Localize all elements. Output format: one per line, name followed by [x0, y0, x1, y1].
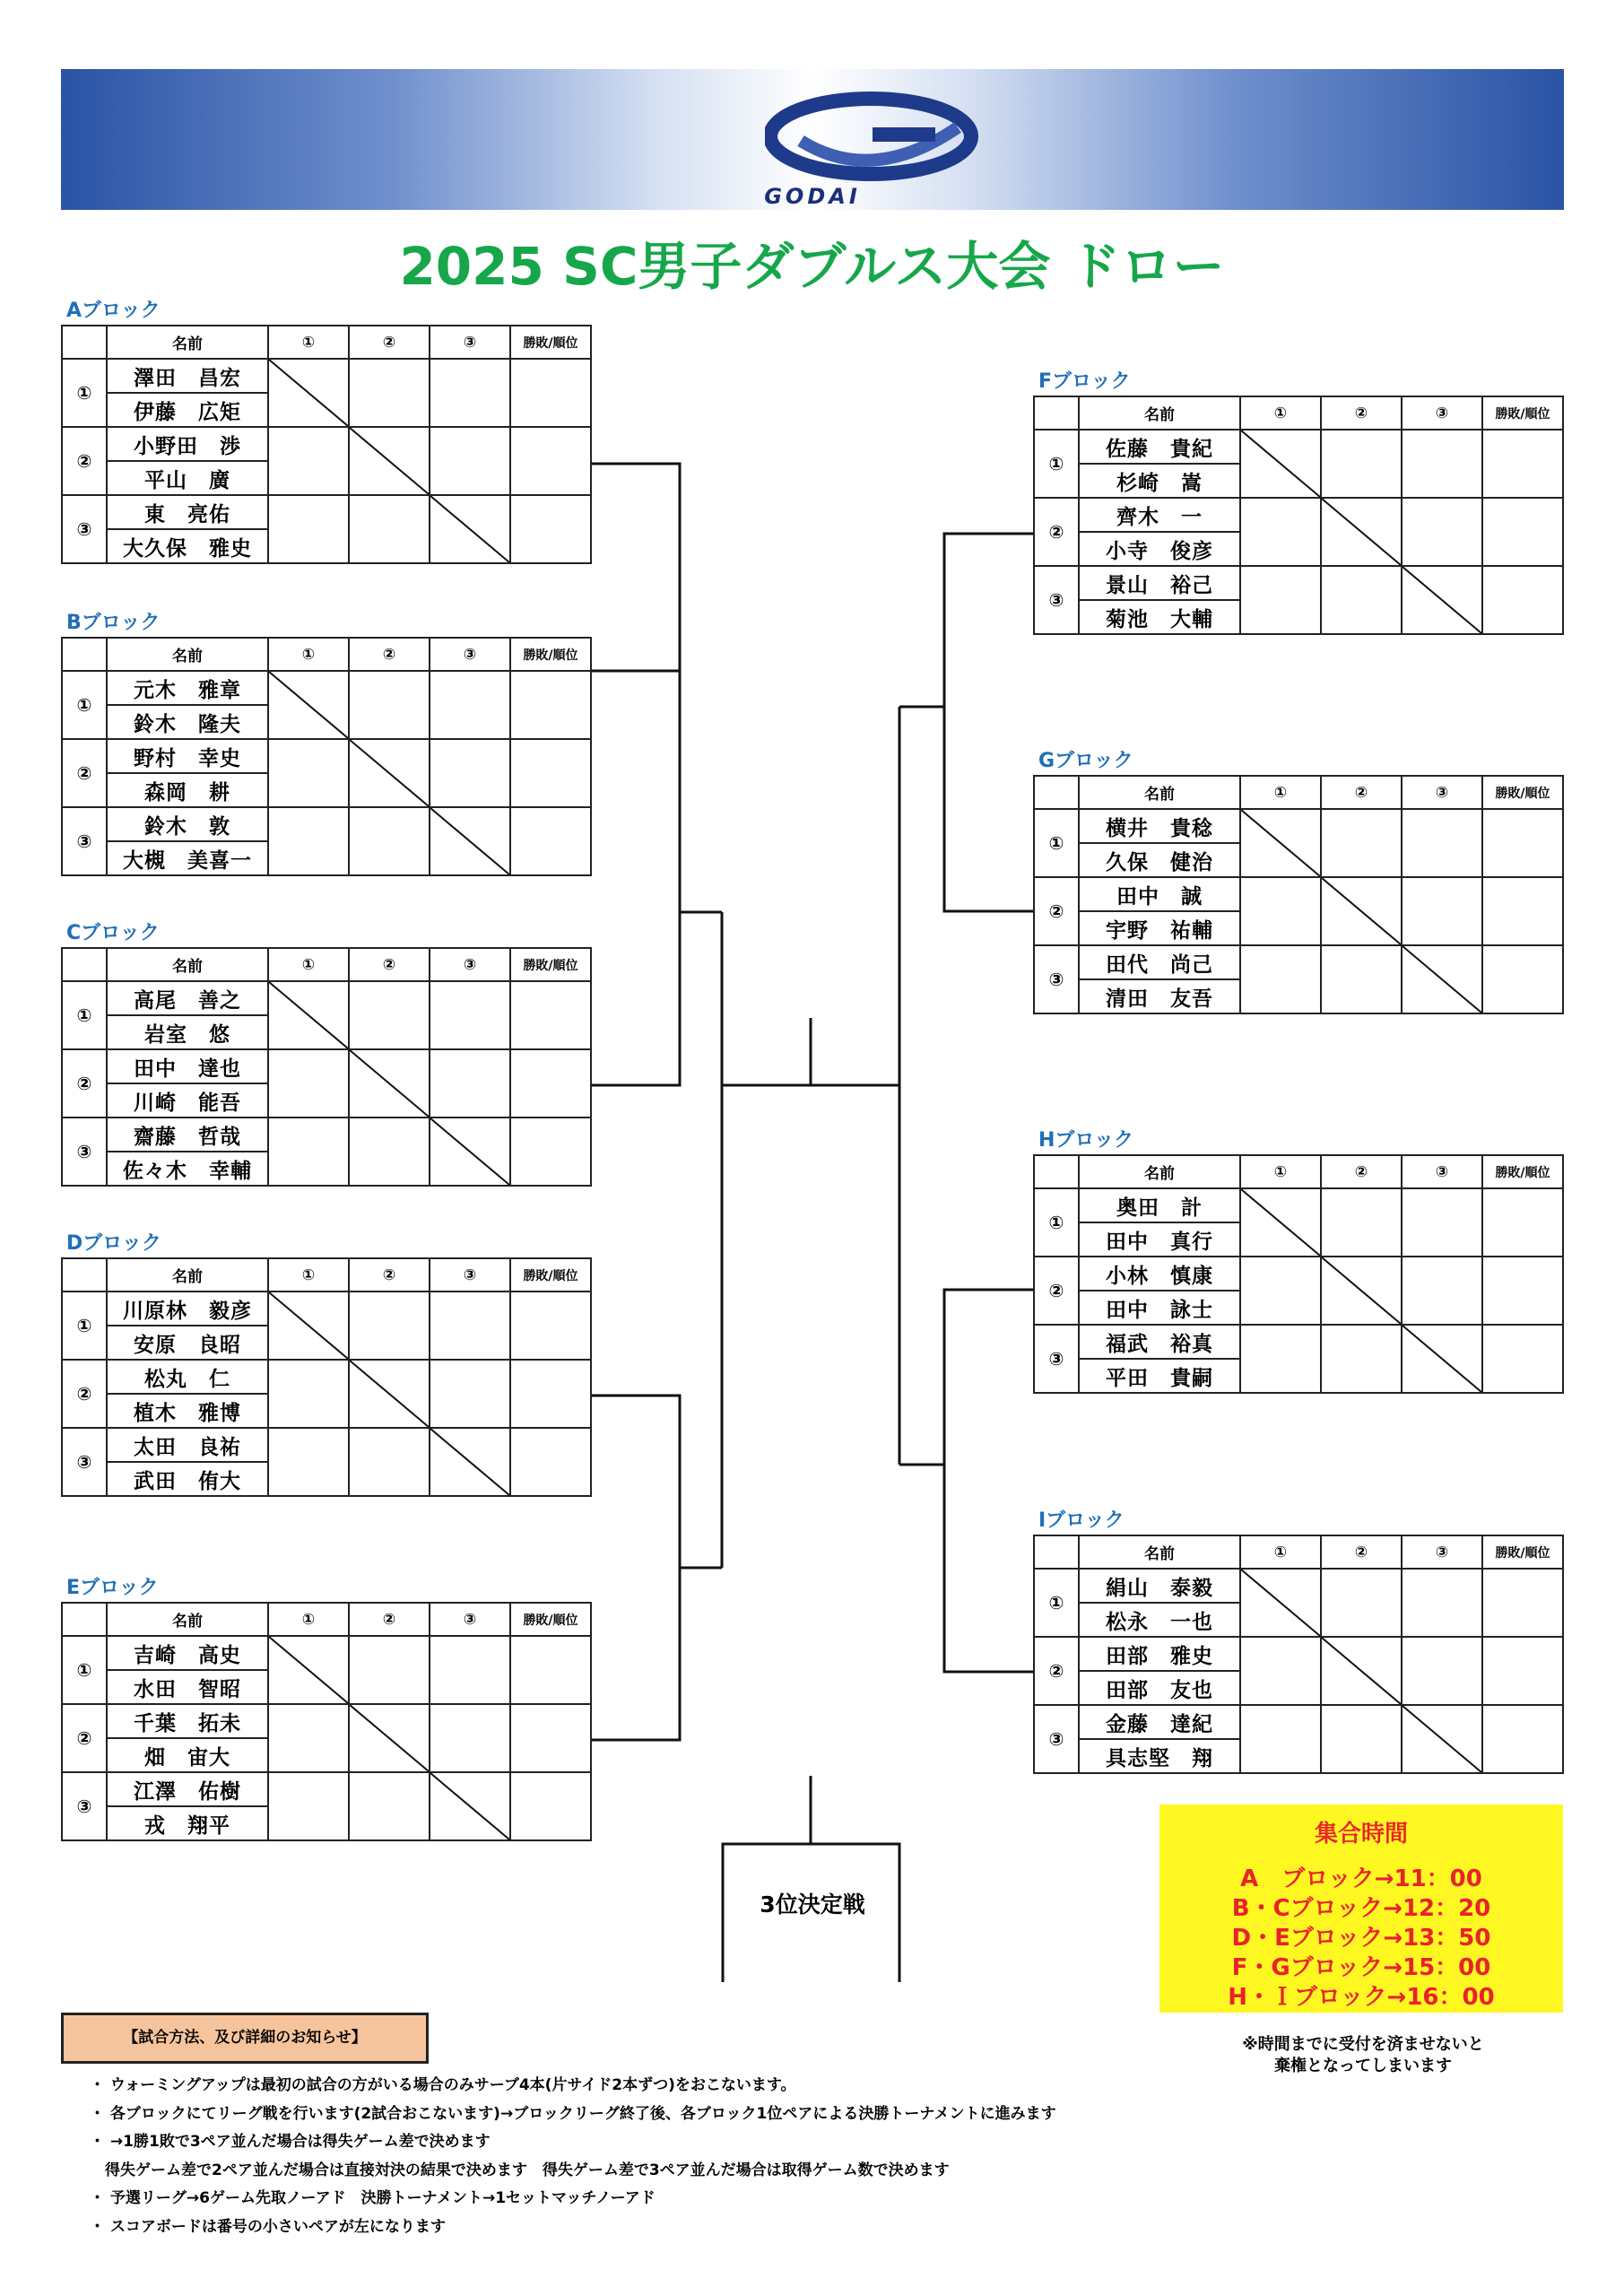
- result-cell: [1482, 566, 1563, 634]
- score-cell: [430, 1360, 510, 1428]
- result-cell: [510, 1772, 591, 1840]
- header-c3: ③: [430, 948, 510, 981]
- block-b: [61, 612, 592, 876]
- header-blank: [1034, 396, 1079, 430]
- pair-number: ③: [1034, 945, 1079, 1013]
- header-result: 勝敗/順位: [1482, 1535, 1563, 1569]
- header-c1: ①: [268, 1603, 349, 1636]
- diagonal-cell: [430, 1428, 510, 1496]
- result-cell: [510, 427, 591, 495]
- league-table: [1033, 396, 1564, 635]
- pair-number: ①: [62, 671, 107, 739]
- player-name: 佐々木 幸輔: [107, 1152, 268, 1186]
- player-name: 景山 裕己: [1079, 566, 1240, 600]
- page-title: 2025 SC男子ダブルス大会 ドロー: [399, 236, 1225, 297]
- player-name: 久保 健治: [1079, 843, 1240, 877]
- diagonal-cell: [1240, 809, 1321, 877]
- bracket-line-h: [944, 1290, 1034, 1672]
- pair-number: ②: [62, 1704, 107, 1772]
- score-cell: [1240, 1705, 1321, 1773]
- header-c2: ②: [349, 948, 430, 981]
- header-blank: [62, 326, 107, 359]
- player-name: 田中 真行: [1079, 1222, 1240, 1257]
- player-name: 野村 幸史: [107, 739, 268, 773]
- meeting-times-box: [1159, 1805, 1563, 2013]
- info-item: ・ 各ブロックにてリーグ戦を行います(2試合おこないます)→ブロックリーグ終了後、各ブロック1位ペアによる決勝トーナメントに進みます: [90, 2104, 1056, 2123]
- player-name: 福武 裕真: [1079, 1325, 1240, 1359]
- block-e: [61, 1577, 592, 1841]
- pair-number: ①: [62, 981, 107, 1049]
- result-cell: [510, 1428, 591, 1496]
- pair-number: ②: [62, 1360, 107, 1428]
- score-cell: [268, 495, 349, 563]
- header-c2: ②: [349, 1603, 430, 1636]
- score-cell: [349, 671, 430, 739]
- score-cell: [349, 1292, 430, 1360]
- header-result: 勝敗/順位: [510, 1258, 591, 1292]
- player-name: 吉崎 高史: [107, 1636, 268, 1670]
- player-name: 武田 侑大: [107, 1462, 268, 1496]
- diagonal-cell: [1321, 1637, 1402, 1705]
- pair-number: ③: [62, 1118, 107, 1186]
- meeting-times-title: 集合時間: [1314, 1821, 1408, 1848]
- score-cell: [1240, 566, 1321, 634]
- player-name: 鈴木 隆夫: [107, 705, 268, 739]
- block-a: [61, 300, 592, 564]
- player-name: 大槻 美喜一: [107, 841, 268, 875]
- pair-number: ③: [1034, 1705, 1079, 1773]
- pair-number: ①: [62, 359, 107, 427]
- score-cell: [430, 359, 510, 427]
- player-name: 田部 雅史: [1079, 1637, 1240, 1671]
- result-cell: [510, 1118, 591, 1186]
- header-c2: ②: [1321, 1535, 1402, 1569]
- score-cell: [1402, 1637, 1482, 1705]
- player-name: 伊藤 広矩: [107, 393, 268, 427]
- pair-number: ②: [62, 427, 107, 495]
- player-name: 田代 尚己: [1079, 945, 1240, 979]
- score-cell: [430, 671, 510, 739]
- diagonal-cell: [268, 671, 349, 739]
- header-c3: ③: [430, 326, 510, 359]
- block-i: [1033, 1509, 1564, 1774]
- result-cell: [1482, 498, 1563, 566]
- score-cell: [268, 1772, 349, 1840]
- score-cell: [268, 1428, 349, 1496]
- result-cell: [510, 1360, 591, 1428]
- block-label: Aブロック: [66, 300, 161, 322]
- diagonal-cell: [430, 807, 510, 875]
- header-name: 名前: [107, 948, 268, 981]
- player-name: 小野田 渉: [107, 427, 268, 461]
- header-c3: ③: [1402, 1535, 1482, 1569]
- score-cell: [1240, 498, 1321, 566]
- pair-number: ②: [1034, 877, 1079, 945]
- diagonal-cell: [1402, 566, 1482, 634]
- header-name: 名前: [107, 1603, 268, 1636]
- pair-number: ③: [1034, 566, 1079, 634]
- score-cell: [1402, 809, 1482, 877]
- third-place-label: 3位決定戦: [760, 1892, 865, 1918]
- block-label: Hブロック: [1038, 1129, 1133, 1152]
- pair-number: ②: [62, 1049, 107, 1118]
- league-table: [1033, 1535, 1564, 1774]
- score-cell: [430, 1704, 510, 1772]
- player-name: 菊池 大輔: [1079, 600, 1240, 634]
- result-cell: [510, 1049, 591, 1118]
- block-label: Gブロック: [1038, 750, 1133, 772]
- player-name: 絹山 泰毅: [1079, 1569, 1240, 1603]
- header-c3: ③: [1402, 776, 1482, 809]
- result-cell: [510, 359, 591, 427]
- result-cell: [510, 495, 591, 563]
- header-name: 名前: [107, 638, 268, 671]
- header-blank: [1034, 1535, 1079, 1569]
- player-name: 畑 宙大: [107, 1738, 268, 1772]
- header-result: 勝敗/順位: [1482, 1155, 1563, 1188]
- header-result: 勝敗/順位: [1482, 776, 1563, 809]
- score-cell: [430, 1049, 510, 1118]
- player-name: 植木 雅博: [107, 1394, 268, 1428]
- player-name: 齊木 一: [1079, 498, 1240, 532]
- score-cell: [1321, 1705, 1402, 1773]
- score-cell: [349, 359, 430, 427]
- player-name: 具志堅 翔: [1079, 1739, 1240, 1773]
- player-name: 田中 達也: [107, 1049, 268, 1083]
- player-name: 杉崎 嵩: [1079, 464, 1240, 498]
- block-label: Iブロック: [1038, 1509, 1125, 1532]
- block-label: Bブロック: [66, 612, 161, 634]
- result-cell: [1482, 809, 1563, 877]
- meeting-time-line: H・Ｉブロック→16：00: [1228, 1984, 1495, 2011]
- header-blank: [62, 638, 107, 671]
- player-name: 田中 誠: [1079, 877, 1240, 911]
- league-table: [61, 325, 592, 564]
- diagonal-cell: [268, 1636, 349, 1704]
- result-cell: [510, 1292, 591, 1360]
- score-cell: [1402, 498, 1482, 566]
- result-cell: [510, 1636, 591, 1704]
- header-result: 勝敗/順位: [1482, 396, 1563, 430]
- diagonal-cell: [349, 1049, 430, 1118]
- player-name: 田中 詠士: [1079, 1291, 1240, 1325]
- league-table: [61, 947, 592, 1187]
- league-table: [61, 637, 592, 876]
- pair-number: ③: [62, 807, 107, 875]
- player-name: 高尾 善之: [107, 981, 268, 1015]
- pair-number: ③: [62, 495, 107, 563]
- player-name: 元木 雅章: [107, 671, 268, 705]
- score-cell: [349, 1772, 430, 1840]
- block-label: Dブロック: [66, 1232, 161, 1255]
- header-c3: ③: [1402, 1155, 1482, 1188]
- diagonal-cell: [1240, 1569, 1321, 1637]
- score-cell: [1321, 566, 1402, 634]
- player-name: 江澤 佑樹: [107, 1772, 268, 1806]
- header-c3: ③: [430, 1258, 510, 1292]
- diagonal-cell: [349, 739, 430, 807]
- score-cell: [1402, 1257, 1482, 1325]
- player-name: 佐藤 貴紀: [1079, 430, 1240, 464]
- score-cell: [1321, 809, 1402, 877]
- score-cell: [1321, 1188, 1402, 1257]
- score-cell: [268, 1049, 349, 1118]
- diagonal-cell: [349, 427, 430, 495]
- score-cell: [1240, 1637, 1321, 1705]
- player-name: 戎 翔平: [107, 1806, 268, 1840]
- block-label: Fブロック: [1038, 370, 1131, 393]
- player-name: 川原林 毅彦: [107, 1292, 268, 1326]
- player-name: 太田 良祐: [107, 1428, 268, 1462]
- score-cell: [349, 807, 430, 875]
- diagonal-cell: [1321, 1257, 1402, 1325]
- score-cell: [349, 1118, 430, 1186]
- header-c3: ③: [430, 638, 510, 671]
- header-c2: ②: [1321, 396, 1402, 430]
- bracket-line-d: [592, 1396, 680, 1740]
- header-c1: ①: [268, 326, 349, 359]
- bracket-line-f: [944, 534, 1034, 911]
- block-d: [61, 1232, 592, 1497]
- diagonal-cell: [1240, 430, 1321, 498]
- score-cell: [1240, 945, 1321, 1013]
- pair-number: ①: [62, 1636, 107, 1704]
- block-g: [1033, 750, 1564, 1014]
- result-cell: [1482, 1188, 1563, 1257]
- pair-number: ②: [1034, 1637, 1079, 1705]
- diagonal-cell: [1321, 498, 1402, 566]
- block-label: Eブロック: [66, 1577, 159, 1599]
- score-cell: [268, 1118, 349, 1186]
- bracket-line-a: [592, 464, 680, 912]
- header-c2: ②: [349, 326, 430, 359]
- score-cell: [430, 1636, 510, 1704]
- result-cell: [1482, 430, 1563, 498]
- player-name: 金藤 達紀: [1079, 1705, 1240, 1739]
- meeting-time-line: D・Eブロック→13：50: [1231, 1925, 1491, 1952]
- info-item: ・ ウォーミングアップは最初の試合の方がいる場合のみサーブ4本(片サイド2本ずつ)をおこないます。: [90, 2076, 796, 2094]
- diagonal-cell: [430, 1118, 510, 1186]
- score-cell: [268, 807, 349, 875]
- diagonal-cell: [268, 1292, 349, 1360]
- league-table: [1033, 1154, 1564, 1394]
- result-cell: [510, 981, 591, 1049]
- score-cell: [349, 1636, 430, 1704]
- diagonal-cell: [349, 1360, 430, 1428]
- score-cell: [1321, 1569, 1402, 1637]
- info-item: ・ スコアボードは番号の小さいペアが左になります: [90, 2217, 446, 2236]
- diagonal-cell: [1240, 1188, 1321, 1257]
- result-cell: [1482, 877, 1563, 945]
- header-blank: [62, 1258, 107, 1292]
- player-name: 平田 貴嗣: [1079, 1359, 1240, 1393]
- pair-number: ①: [1034, 430, 1079, 498]
- diagonal-cell: [1402, 945, 1482, 1013]
- header-c2: ②: [1321, 1155, 1402, 1188]
- player-name: 森岡 耕: [107, 773, 268, 807]
- header-result: 勝敗/順位: [510, 1603, 591, 1636]
- pair-number: ③: [62, 1428, 107, 1496]
- result-cell: [510, 807, 591, 875]
- meeting-time-line: B・Cブロック→12：20: [1231, 1895, 1491, 1922]
- result-cell: [1482, 1637, 1563, 1705]
- league-table: [1033, 775, 1564, 1014]
- player-name: 大久保 雅史: [107, 529, 268, 563]
- pair-number: ②: [1034, 498, 1079, 566]
- score-cell: [1240, 1257, 1321, 1325]
- meeting-time-line: F・Gブロック→15：00: [1231, 1954, 1491, 1981]
- pair-number: ①: [62, 1292, 107, 1360]
- notice-line: ※時間までに受付を済ませないと: [1242, 2035, 1484, 2054]
- header-c1: ①: [1240, 396, 1321, 430]
- player-name: 小林 慎康: [1079, 1257, 1240, 1291]
- result-cell: [1482, 1257, 1563, 1325]
- header-c1: ①: [1240, 1535, 1321, 1569]
- result-cell: [510, 671, 591, 739]
- diagonal-cell: [1321, 877, 1402, 945]
- pair-number: ②: [1034, 1257, 1079, 1325]
- header-c1: ①: [268, 948, 349, 981]
- player-name: 田部 友也: [1079, 1671, 1240, 1705]
- logo-text: GODAI: [764, 184, 861, 209]
- player-name: 鈴木 敦: [107, 807, 268, 841]
- header-c3: ③: [1402, 396, 1482, 430]
- player-name: 安原 良昭: [107, 1326, 268, 1360]
- score-cell: [349, 495, 430, 563]
- header-c1: ①: [268, 1258, 349, 1292]
- meeting-time-line: A ブロック→11：00: [1240, 1866, 1482, 1892]
- block-label: Cブロック: [66, 922, 160, 944]
- header-result: 勝敗/順位: [510, 638, 591, 671]
- header-c2: ②: [1321, 776, 1402, 809]
- diagonal-cell: [268, 359, 349, 427]
- diagonal-cell: [1402, 1705, 1482, 1773]
- league-table: [61, 1257, 592, 1497]
- header-c1: ①: [1240, 776, 1321, 809]
- header-blank: [1034, 1155, 1079, 1188]
- player-name: 清田 友吾: [1079, 979, 1240, 1013]
- result-cell: [1482, 945, 1563, 1013]
- diagonal-cell: [268, 981, 349, 1049]
- score-cell: [1240, 1325, 1321, 1393]
- player-name: 松丸 仁: [107, 1360, 268, 1394]
- result-cell: [510, 1704, 591, 1772]
- score-cell: [430, 1292, 510, 1360]
- player-name: 横井 貴稔: [1079, 809, 1240, 843]
- info-item: 得失ゲーム差で2ペア並んだ場合は直接対決の結果で決めます 得失ゲーム差で3ペア並んだ場合は取得ゲーム数で決めます: [90, 2161, 950, 2179]
- late-notice: [1139, 2034, 1587, 2077]
- header-blank: [1034, 776, 1079, 809]
- player-name: 澤田 昌宏: [107, 359, 268, 393]
- player-name: 千葉 拓未: [107, 1704, 268, 1738]
- score-cell: [430, 739, 510, 807]
- player-name: 松永 一也: [1079, 1603, 1240, 1637]
- league-table: [61, 1602, 592, 1841]
- player-name: 奥田 計: [1079, 1188, 1240, 1222]
- score-cell: [1321, 430, 1402, 498]
- score-cell: [268, 739, 349, 807]
- bracket-line-c: [592, 912, 680, 1085]
- player-name: 東 亮佑: [107, 495, 268, 529]
- player-name: 平山 廣: [107, 461, 268, 495]
- pair-number: ②: [62, 739, 107, 807]
- header-c3: ③: [430, 1603, 510, 1636]
- score-cell: [268, 1360, 349, 1428]
- result-cell: [1482, 1705, 1563, 1773]
- header-c1: ①: [1240, 1155, 1321, 1188]
- score-cell: [349, 1428, 430, 1496]
- player-name: 水田 智昭: [107, 1670, 268, 1704]
- score-cell: [1321, 945, 1402, 1013]
- pair-number: ③: [62, 1772, 107, 1840]
- diagonal-cell: [349, 1704, 430, 1772]
- result-cell: [1482, 1569, 1563, 1637]
- header-c2: ②: [349, 1258, 430, 1292]
- info-list: [90, 2072, 1435, 2241]
- player-name: 齋藤 哲哉: [107, 1118, 268, 1152]
- pair-number: ①: [1034, 1188, 1079, 1257]
- result-cell: [1482, 1325, 1563, 1393]
- score-cell: [268, 1704, 349, 1772]
- header-name: 名前: [1079, 1155, 1240, 1188]
- block-f: [1033, 370, 1564, 635]
- header-name: 名前: [107, 326, 268, 359]
- player-name: 小寺 俊彦: [1079, 532, 1240, 566]
- info-item: ・ →1勝1敗で3ペア並んだ場合は得失ゲーム差で決めます: [90, 2133, 491, 2151]
- player-name: 岩室 悠: [107, 1015, 268, 1049]
- header-c2: ②: [349, 638, 430, 671]
- notice-line: 棄権となってしまいます: [1274, 2057, 1452, 2075]
- score-cell: [1240, 877, 1321, 945]
- score-cell: [1402, 1188, 1482, 1257]
- result-cell: [510, 739, 591, 807]
- header-name: 名前: [1079, 776, 1240, 809]
- header-name: 名前: [1079, 1535, 1240, 1569]
- score-cell: [1321, 1325, 1402, 1393]
- score-cell: [430, 427, 510, 495]
- header-blank: [62, 948, 107, 981]
- block-c: [61, 922, 592, 1187]
- score-cell: [1402, 1569, 1482, 1637]
- pair-number: ①: [1034, 1569, 1079, 1637]
- block-h: [1033, 1129, 1564, 1394]
- info-item: ・ 予選リーグ→6ゲーム先取ノーアド 決勝トーナメント→1セットマッチノーアド: [90, 2189, 656, 2207]
- header-result: 勝敗/順位: [510, 948, 591, 981]
- info-title-box: 【試合方法、及び詳細のお知らせ】: [61, 2013, 429, 2064]
- score-cell: [1402, 877, 1482, 945]
- player-name: 川崎 能吾: [107, 1083, 268, 1118]
- diagonal-cell: [430, 495, 510, 563]
- score-cell: [268, 427, 349, 495]
- diagonal-cell: [430, 1772, 510, 1840]
- pair-number: ①: [1034, 809, 1079, 877]
- player-name: 宇野 祐輔: [1079, 911, 1240, 945]
- header-name: 名前: [1079, 396, 1240, 430]
- header-blank: [62, 1603, 107, 1636]
- header-c1: ①: [268, 638, 349, 671]
- header-name: 名前: [107, 1258, 268, 1292]
- score-cell: [1402, 430, 1482, 498]
- score-cell: [349, 981, 430, 1049]
- header-result: 勝敗/順位: [510, 326, 591, 359]
- pair-number: ③: [1034, 1325, 1079, 1393]
- score-cell: [430, 981, 510, 1049]
- diagonal-cell: [1402, 1325, 1482, 1393]
